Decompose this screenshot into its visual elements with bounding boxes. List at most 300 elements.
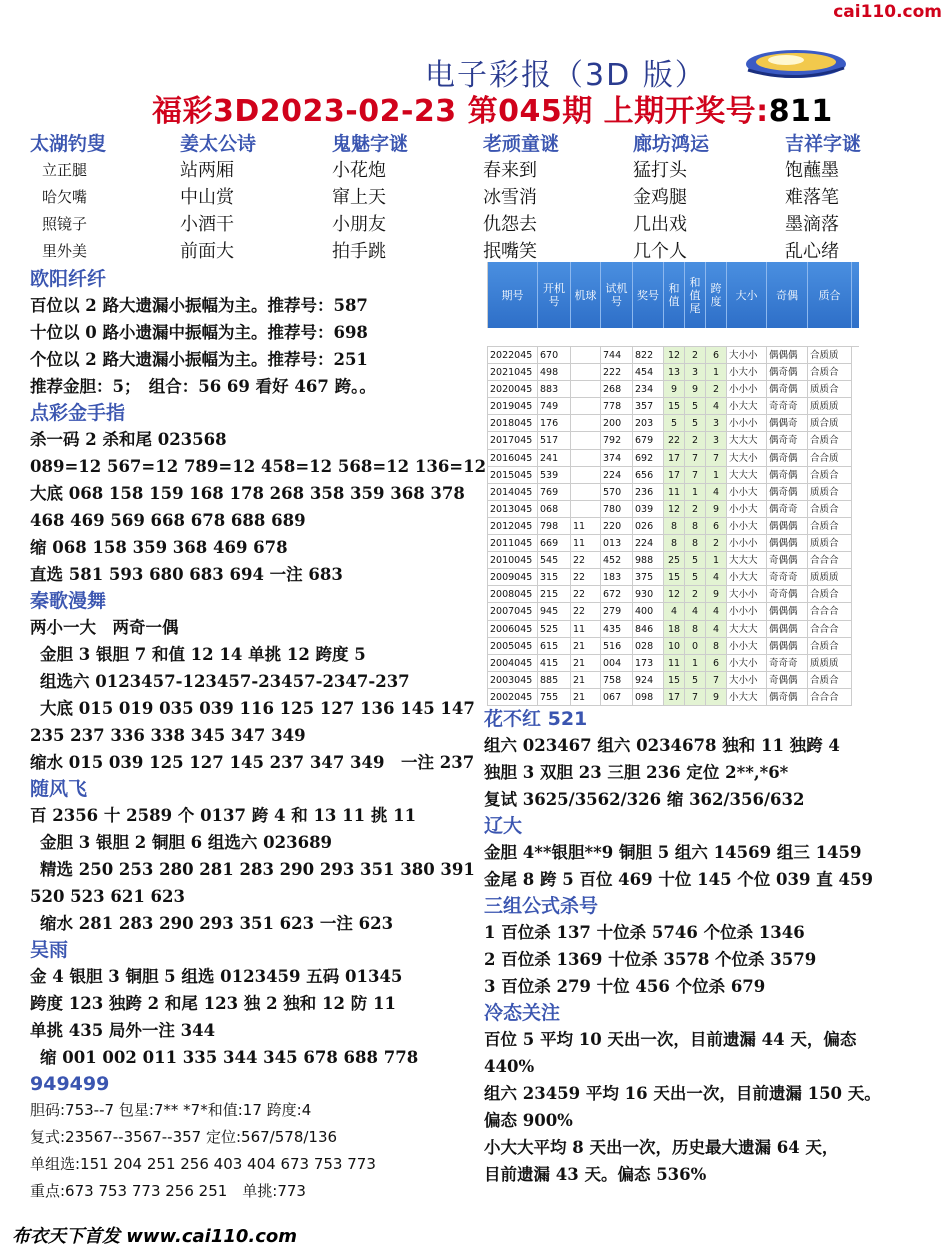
table-cell: 合质质 <box>808 347 852 364</box>
table-cell <box>571 484 601 501</box>
riddle-item: 中山赏 <box>180 187 234 208</box>
table-cell: 小小大 <box>727 638 767 655</box>
table-cell: 小小小 <box>727 603 767 620</box>
section-line: 缩水 015 039 125 127 145 237 347 349 一注 237 <box>30 753 475 772</box>
table-row <box>487 364 859 381</box>
table-cell: 822 <box>633 347 664 364</box>
section-line: 跨度 123 独跨 2 和尾 123 独 2 独和 12 防 11 <box>30 994 396 1013</box>
table-cell: 498 <box>538 364 571 381</box>
table-cell: 17 <box>664 689 685 706</box>
table-cell: 21 <box>571 638 601 655</box>
table-cell: 224 <box>633 535 664 552</box>
table-cell: 222 <box>601 364 633 381</box>
riddle-item: 饱蘸墨 <box>785 160 839 181</box>
table-cell: 15 <box>664 569 685 586</box>
table-cell: 11 <box>571 518 601 535</box>
table-cell: 小大大 <box>727 569 767 586</box>
table-cell: 885 <box>538 672 571 689</box>
table-cell: 930 <box>633 586 664 603</box>
riddle-item: 站两厢 <box>180 160 234 181</box>
section-line: 单挑 435 局外一注 344 <box>30 1021 216 1040</box>
table-cell: 8 <box>685 518 706 535</box>
table-cell <box>571 398 601 415</box>
section-title: 欧阳纤纤 <box>30 268 107 290</box>
table-cell: 435 <box>601 621 633 638</box>
table-cell: 7 <box>706 672 727 689</box>
table-cell: 2007045 <box>487 603 538 620</box>
table-header-cell: 开机号 <box>538 262 571 328</box>
table-cell: 749 <box>538 398 571 415</box>
section-title: 吴雨 <box>30 939 69 961</box>
table-cell: 小小大 <box>727 501 767 518</box>
table-cell: 5 <box>685 569 706 586</box>
section-line: 金尾 8 跨 5 百位 469 十位 145 个位 039 直 459 <box>484 870 873 889</box>
table-cell: 17 <box>664 450 685 467</box>
table-cell <box>571 432 601 449</box>
table-cell: 21 <box>571 655 601 672</box>
table-cell: 25 <box>664 552 685 569</box>
table-header-cell: 质合 <box>808 262 852 328</box>
table-cell: 846 <box>633 621 664 638</box>
riddle-item: 照镜子 <box>42 215 88 233</box>
table-cell: 合合合 <box>808 689 852 706</box>
riddle-item: 仇怨去 <box>483 214 537 235</box>
riddle-title: 吉祥字谜 <box>785 133 862 155</box>
section-line: 组六 23459 平均 16 天出一次，目前遗漏 150 天。 <box>484 1084 881 1103</box>
table-cell: 奇奇偶 <box>767 586 808 603</box>
section-line: 3 百位杀 279 十位 456 个位杀 679 <box>484 977 766 996</box>
issue-header <box>152 86 833 130</box>
table-cell: 1 <box>706 364 727 381</box>
table-cell: 2012045 <box>487 518 538 535</box>
section-line: 独胆 3 双胆 23 三胆 236 定位 2**,*6* <box>484 763 789 782</box>
table-cell: 028 <box>633 638 664 655</box>
table-row <box>487 432 859 449</box>
table-cell: 大小小 <box>727 586 767 603</box>
riddle-column <box>633 131 783 265</box>
table-cell: 778 <box>601 398 633 415</box>
table-cell: 小小小 <box>727 415 767 432</box>
riddle-item: 前面大 <box>180 241 234 262</box>
table-header-cell: 跨度 <box>706 262 727 328</box>
section-line: 440% <box>484 1057 535 1076</box>
table-cell: 1 <box>685 655 706 672</box>
riddle-item: 窜上天 <box>332 187 386 208</box>
section-line: 两小一大 两奇一偶 <box>30 618 179 637</box>
table-cell: 4 <box>706 569 727 586</box>
table-cell: 质质质 <box>808 655 852 672</box>
table-cell: 183 <box>601 569 633 586</box>
table-cell: 2 <box>685 432 706 449</box>
table-row <box>487 672 859 689</box>
table-cell: 合合合 <box>808 603 852 620</box>
table-cell: 2016045 <box>487 450 538 467</box>
table-cell: 质质质 <box>808 569 852 586</box>
left-column <box>30 266 487 1205</box>
section-line: 组六 023467 组六 0234678 独和 11 独跨 4 <box>484 736 840 755</box>
table-cell: 偶奇偶 <box>767 467 808 484</box>
table-cell: 669 <box>538 535 571 552</box>
table-cell: 004 <box>601 655 633 672</box>
section-line: 复式:23567--3567--357 定位:567/578/136 <box>30 1128 338 1146</box>
section-title: 花不红 521 <box>484 708 588 730</box>
table-cell: 792 <box>601 432 633 449</box>
table-cell: 偶奇偶 <box>767 689 808 706</box>
table-cell: 22 <box>571 603 601 620</box>
section-line: 组选六 0123457-123457-23457-2347-237 <box>40 672 410 691</box>
table-cell: 11 <box>664 655 685 672</box>
riddle-column <box>180 131 330 265</box>
table-cell: 5 <box>664 415 685 432</box>
section-line: 推荐金胆：5； 组合：56 69 看好 467 跨。。 <box>30 377 376 396</box>
table-cell: 7 <box>706 450 727 467</box>
table-cell: 奇奇奇 <box>767 398 808 415</box>
table-cell: 374 <box>601 450 633 467</box>
table-cell: 2020045 <box>487 381 538 398</box>
table-cell <box>571 467 601 484</box>
table-cell: 067 <box>601 689 633 706</box>
table-cell: 4 <box>706 398 727 415</box>
riddle-item: 小朋友 <box>332 214 386 235</box>
riddle-item: 几个人 <box>633 241 687 262</box>
table-cell: 234 <box>633 381 664 398</box>
table-cell: 798 <box>538 518 571 535</box>
section-title: 辽大 <box>484 815 523 837</box>
table-cell: 5 <box>685 415 706 432</box>
table-cell: 4 <box>664 603 685 620</box>
table-row <box>487 603 859 620</box>
section-line: 缩 001 002 011 335 344 345 678 688 778 <box>40 1048 419 1067</box>
table-cell: 2002045 <box>487 689 538 706</box>
section-title: 随风飞 <box>30 778 88 800</box>
table-cell: 9 <box>664 381 685 398</box>
riddle-item: 几出戏 <box>633 214 687 235</box>
table-cell: 偶奇偶 <box>767 364 808 381</box>
table-row <box>487 347 859 364</box>
table-cell: 15 <box>664 398 685 415</box>
table-cell: 12 <box>664 347 685 364</box>
table-cell <box>571 415 601 432</box>
table-cell: 偶偶奇 <box>767 415 808 432</box>
table-cell: 1 <box>706 552 727 569</box>
table-cell: 3 <box>706 432 727 449</box>
table-cell: 215 <box>538 586 571 603</box>
table-header-cell: 奖号 <box>633 262 664 328</box>
table-header-cell: 奇偶 <box>767 262 808 328</box>
table-row <box>487 398 859 415</box>
table-cell: 偶偶偶 <box>767 347 808 364</box>
table-cell: 22 <box>664 432 685 449</box>
riddle-column <box>332 131 482 265</box>
section-line: 缩 068 158 359 368 469 678 <box>30 538 288 557</box>
table-cell: 合质合 <box>808 518 852 535</box>
riddle-item: 春来到 <box>483 160 537 181</box>
history-table <box>487 262 859 706</box>
table-cell: 4 <box>706 603 727 620</box>
table-cell: 315 <box>538 569 571 586</box>
section-line: 大底 015 019 035 039 116 125 127 136 145 147 <box>40 699 475 718</box>
table-cell: 合合质 <box>808 450 852 467</box>
table-cell: 2 <box>706 535 727 552</box>
table-cell <box>571 347 601 364</box>
table-cell: 质质质 <box>808 398 852 415</box>
section-title: 冷态关注 <box>484 1002 561 1024</box>
section-line: 直选 581 593 680 683 694 一注 683 <box>30 565 343 584</box>
table-cell: 22 <box>571 552 601 569</box>
table-cell: 小小小 <box>727 381 767 398</box>
table-row <box>487 586 859 603</box>
table-cell: 11 <box>664 484 685 501</box>
table-cell: 2008045 <box>487 586 538 603</box>
table-cell: 2 <box>685 347 706 364</box>
section-line: 089=12 567=12 789=12 458=12 568=12 136=12 <box>30 457 487 476</box>
table-cell: 2015045 <box>487 467 538 484</box>
table-cell: 883 <box>538 381 571 398</box>
table-cell: 2005045 <box>487 638 538 655</box>
table-cell: 9 <box>706 501 727 518</box>
table-cell: 758 <box>601 672 633 689</box>
table-row <box>487 467 859 484</box>
table-cell: 200 <box>601 415 633 432</box>
table-cell: 7 <box>685 450 706 467</box>
table-cell: 924 <box>633 672 664 689</box>
section-line: 大底 068 158 159 168 178 268 358 359 368 378 <box>30 484 465 503</box>
table-cell: 小大小 <box>727 655 767 672</box>
table-cell: 小大大 <box>727 398 767 415</box>
table-header-cell: 期号 <box>487 262 538 328</box>
table-cell: 2014045 <box>487 484 538 501</box>
table-body <box>487 346 859 706</box>
table-cell: 6 <box>706 655 727 672</box>
riddle-title: 姜太公诗 <box>180 133 257 155</box>
table-cell: 224 <box>601 467 633 484</box>
section-line: 单组选:151 204 251 256 403 404 673 753 773 <box>30 1155 376 1173</box>
table-cell: 8 <box>685 621 706 638</box>
table-cell: 合质合 <box>808 467 852 484</box>
table-cell <box>571 381 601 398</box>
table-cell: 176 <box>538 415 571 432</box>
table-cell: 11 <box>571 621 601 638</box>
table-cell: 合质合 <box>808 364 852 381</box>
table-row <box>487 535 859 552</box>
table-header-cell: 和值 <box>664 262 685 328</box>
table-cell: 013 <box>601 535 633 552</box>
table-cell: 22 <box>571 569 601 586</box>
table-cell: 672 <box>601 586 633 603</box>
table-cell: 454 <box>633 364 664 381</box>
table-cell: 268 <box>601 381 633 398</box>
issue-line: 福彩3D2023-02-23 第045期 上期开奖号: <box>152 94 769 129</box>
table-cell: 2010045 <box>487 552 538 569</box>
table-row <box>487 638 859 655</box>
page-title: 电子彩报（3D 版） <box>425 58 707 93</box>
table-row <box>487 518 859 535</box>
table-cell: 质合质 <box>808 415 852 432</box>
section-line: 精选 250 253 280 281 283 290 293 351 380 391 <box>40 860 475 879</box>
table-cell: 5 <box>685 672 706 689</box>
table-cell: 偶偶偶 <box>767 535 808 552</box>
section-line: 杀一码 2 杀和尾 023568 <box>30 430 227 449</box>
table-cell: 236 <box>633 484 664 501</box>
table-cell: 偶奇奇 <box>767 501 808 518</box>
table-cell: 9 <box>706 689 727 706</box>
table-cell: 偶奇偶 <box>767 450 808 467</box>
table-cell: 2022045 <box>487 347 538 364</box>
table-cell: 8 <box>685 535 706 552</box>
table-cell: 12 <box>664 501 685 518</box>
table-row <box>487 381 859 398</box>
table-cell: 6 <box>706 347 727 364</box>
table-cell: 2017045 <box>487 432 538 449</box>
table-cell <box>571 450 601 467</box>
table-cell: 279 <box>601 603 633 620</box>
table-cell: 8 <box>664 535 685 552</box>
table-header-cell: 大小 <box>727 262 767 328</box>
table-cell: 18 <box>664 621 685 638</box>
table-cell: 偶偶偶 <box>767 518 808 535</box>
table-cell: 13 <box>664 364 685 381</box>
table-cell: 12 <box>664 586 685 603</box>
table-cell: 8 <box>664 518 685 535</box>
table-cell: 539 <box>538 467 571 484</box>
table-cell: 大大大 <box>727 552 767 569</box>
table-cell: 质质合 <box>808 381 852 398</box>
table-cell: 合质合 <box>808 586 852 603</box>
table-cell: 026 <box>633 518 664 535</box>
table-cell: 452 <box>601 552 633 569</box>
table-cell: 1 <box>706 467 727 484</box>
table-cell: 质质合 <box>808 484 852 501</box>
table-cell: 357 <box>633 398 664 415</box>
table-cell: 988 <box>633 552 664 569</box>
section-line: 胆码:753--7 包星:7** *7*和值:17 跨度:4 <box>30 1101 312 1119</box>
table-cell: 合合合 <box>808 552 852 569</box>
riddle-item: 难落笔 <box>785 187 839 208</box>
section-line: 重点:673 753 773 256 251 单挑:773 <box>30 1182 306 1200</box>
riddle-title: 老顽童谜 <box>483 133 560 155</box>
table-cell: 570 <box>601 484 633 501</box>
table-cell: 3 <box>706 415 727 432</box>
table-cell: 奇奇奇 <box>767 569 808 586</box>
section-line: 缩水 281 283 290 293 351 623 一注 623 <box>40 914 394 933</box>
riddle-item: 抿嘴笑 <box>483 241 537 262</box>
table-header-cell: 和值尾 <box>685 262 706 328</box>
section-line: 金 4 银胆 3 铜胆 5 组选 0123459 五码 01345 <box>30 967 403 986</box>
riddle-item: 小酒干 <box>180 214 234 235</box>
table-cell: 合质合 <box>808 638 852 655</box>
table-row <box>487 689 859 706</box>
table-cell: 692 <box>633 450 664 467</box>
section-title: 949499 <box>30 1073 110 1095</box>
table-cell: 769 <box>538 484 571 501</box>
table-cell: 小大小 <box>727 364 767 381</box>
riddle-column <box>30 131 180 265</box>
table-row <box>487 569 859 586</box>
table-cell: 2003045 <box>487 672 538 689</box>
table-cell: 2 <box>685 586 706 603</box>
table-row <box>487 484 859 501</box>
table-cell: 小小大 <box>727 518 767 535</box>
table-row <box>487 655 859 672</box>
table-cell: 合质合 <box>808 672 852 689</box>
riddle-item: 拍手跳 <box>332 241 386 262</box>
table-cell: 656 <box>633 467 664 484</box>
table-cell: 615 <box>538 638 571 655</box>
table-cell: 偶偶偶 <box>767 621 808 638</box>
table-cell: 质质合 <box>808 535 852 552</box>
table-cell: 375 <box>633 569 664 586</box>
table-cell: 2 <box>706 381 727 398</box>
table-cell: 2009045 <box>487 569 538 586</box>
table-cell: 203 <box>633 415 664 432</box>
table-cell: 8 <box>706 638 727 655</box>
table-cell: 945 <box>538 603 571 620</box>
table-row <box>487 621 859 638</box>
table-row <box>487 450 859 467</box>
section-line: 复试 3625/3562/326 缩 362/356/632 <box>484 790 805 809</box>
table-cell: 大大小 <box>727 450 767 467</box>
table-cell: 大大大 <box>727 621 767 638</box>
riddle-column <box>785 131 935 265</box>
table-cell: 780 <box>601 501 633 518</box>
table-row <box>487 415 859 432</box>
table-cell: 7 <box>685 467 706 484</box>
table-cell: 415 <box>538 655 571 672</box>
footer-text: 布衣天下首发 www.cai110.com <box>12 1226 298 1247</box>
table-cell: 4 <box>706 621 727 638</box>
table-cell: 525 <box>538 621 571 638</box>
table-cell: 偶奇偶 <box>767 484 808 501</box>
table-cell: 合合合 <box>808 621 852 638</box>
table-header-cell: 试机号 <box>601 262 633 328</box>
section-line: 1 百位杀 137 十位杀 5746 个位杀 1346 <box>484 923 805 942</box>
table-cell: 奇偶偶 <box>767 552 808 569</box>
riddle-item: 猛打头 <box>633 160 687 181</box>
table-cell: 21 <box>571 672 601 689</box>
table-cell: 2011045 <box>487 535 538 552</box>
riddle-item: 冰雪消 <box>483 187 537 208</box>
section-line: 十位以 0 路小遗漏中振幅为主。推荐号：698 <box>30 323 368 342</box>
table-cell: 大大大 <box>727 432 767 449</box>
riddle-item: 墨滴落 <box>785 214 839 235</box>
table-cell: 10 <box>664 638 685 655</box>
table-cell: 5 <box>685 552 706 569</box>
table-cell: 068 <box>538 501 571 518</box>
table-cell: 755 <box>538 689 571 706</box>
table-cell: 2019045 <box>487 398 538 415</box>
section-line: 2 百位杀 1369 十位杀 3578 个位杀 3579 <box>484 950 817 969</box>
table-cell: 400 <box>633 603 664 620</box>
table-cell <box>571 501 601 518</box>
table-cell: 小大大 <box>727 689 767 706</box>
table-cell: 4 <box>706 484 727 501</box>
table-cell: 2004045 <box>487 655 538 672</box>
table-cell: 173 <box>633 655 664 672</box>
table-cell: 545 <box>538 552 571 569</box>
section-line: 468 469 569 668 678 688 689 <box>30 511 306 530</box>
table-cell: 偶偶偶 <box>767 638 808 655</box>
riddle-title: 廊坊鸿运 <box>633 133 710 155</box>
table-cell: 241 <box>538 450 571 467</box>
table-cell: 22 <box>571 586 601 603</box>
table-cell: 大大大 <box>727 467 767 484</box>
table-cell: 517 <box>538 432 571 449</box>
site-watermark: cai110.com <box>833 2 942 22</box>
table-cell: 奇奇奇 <box>767 655 808 672</box>
riddle-item: 小花炮 <box>332 160 386 181</box>
table-cell: 偶奇偶 <box>767 381 808 398</box>
last-number: 811 <box>768 94 833 129</box>
